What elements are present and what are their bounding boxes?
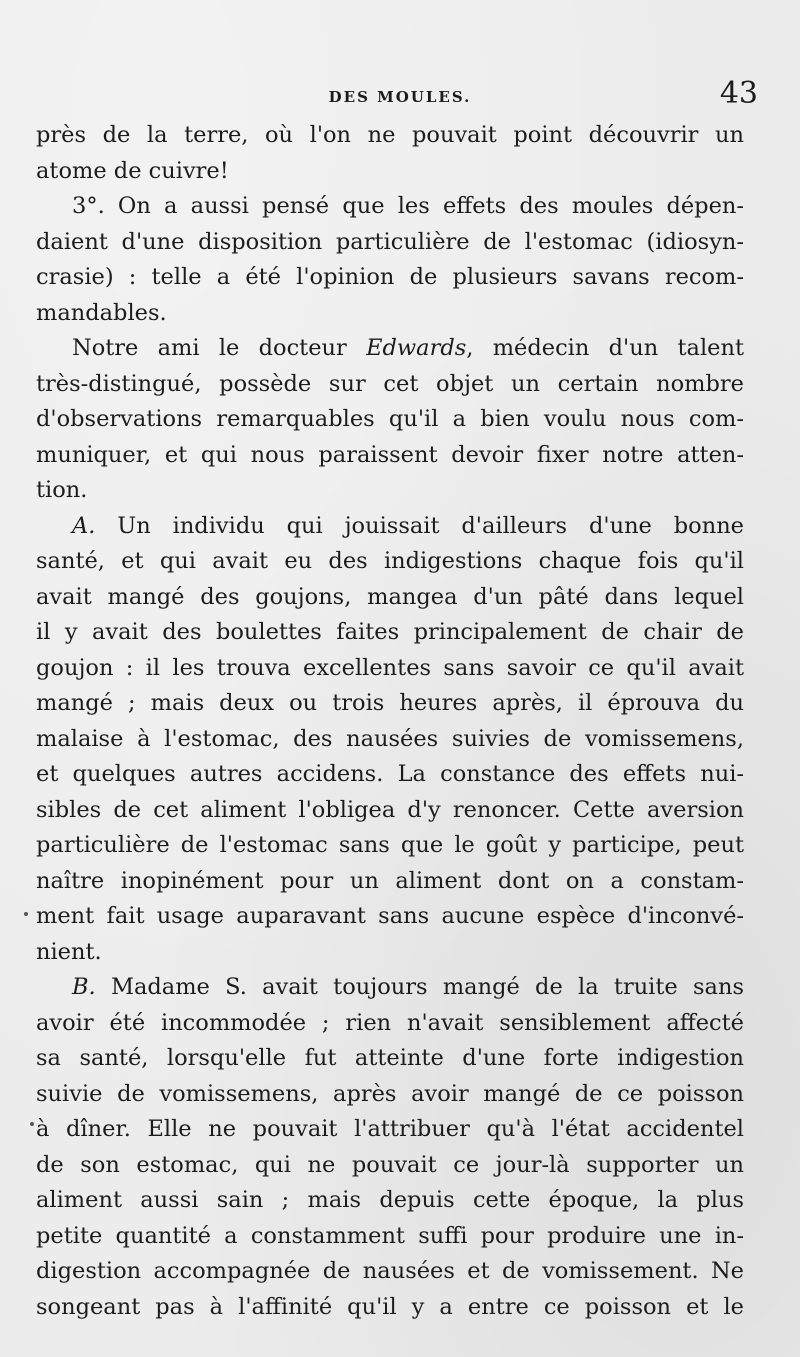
- text-line: avoir été incommodée ; rien n'avait sensiblement affecté: [36, 1009, 744, 1036]
- text-line: muniquer, et qui nous paraissent devoir fixer notre atten-: [36, 441, 744, 468]
- text-line: aliment aussi sain ; mais depuis cette époque, la plus: [36, 1187, 744, 1213]
- margin-speck: [30, 1122, 34, 1126]
- text-segment: Notre ami le docteur: [72, 335, 367, 361]
- text-line: de son estomac, qui ne pouvait ce jour-là supporter un: [36, 1151, 744, 1178]
- text-line: très-distingué, possède sur cet objet un certain nombre: [36, 370, 744, 397]
- text-line: daient d'une disposition particulière de l'estomac (idiosyn-: [36, 228, 744, 255]
- text-line: sibles de cet aliment l'obligea d'y renoncer. Cette aversion: [36, 796, 744, 823]
- page-header: [36, 74, 764, 114]
- text-line: mangé ; mais deux ou trois heures après, il éprouva du: [36, 690, 744, 716]
- text-line: [36, 509, 744, 545]
- text-line: et quelques autres accidens. La constance des effets nui-: [36, 761, 744, 787]
- text-line: tion.: [36, 477, 88, 503]
- italic-segment: Edwards: [366, 335, 467, 361]
- text-line: santé, et qui avait eu des indigestions chaque fois qu'il: [36, 548, 744, 574]
- running-title: DES MOULES.: [328, 88, 472, 106]
- text-segment: Madame S. avait toujours mangé de la truite sans: [95, 974, 744, 1000]
- italic-segment: B.: [72, 974, 96, 1000]
- text-line: particulière de l'estomac sans que le goût y participe, peut: [36, 832, 744, 858]
- text-line: [36, 970, 744, 1006]
- text-line: songeant pas à l'affinité qu'il y a entre ce poisson et le: [36, 1293, 744, 1320]
- page-number: 43: [719, 76, 758, 111]
- text-line: [36, 331, 744, 367]
- text-line: 3°. On a aussi pensé que les effets des moules dépen-: [72, 193, 744, 219]
- text-segment: , médecin d'un talent: [466, 335, 744, 361]
- text-line: mandables.: [36, 299, 167, 326]
- text-line: petite quantité a constamment suffi pour produire une in-: [36, 1222, 744, 1249]
- text-line: suivie de vomissemens, après avoir mangé de ce poisson: [36, 1080, 744, 1107]
- text-line: crasie) : telle a été l'opinion de plusieurs savans recom-: [36, 264, 744, 290]
- text-line: à dîner. Elle ne pouvait l'attribuer qu'à l'état accidentel: [36, 1116, 744, 1142]
- text-segment: Un individu qui jouissait d'ailleurs d'une bonne: [95, 512, 744, 539]
- text-line: digestion accompagnée de nausées et de vomissement. Ne: [36, 1258, 744, 1284]
- text-line: il y avait des boulettes faites principalement de chair de: [36, 619, 744, 645]
- text-line: naître inopinément pour un aliment dont on a constam-: [36, 867, 744, 894]
- text-line: atome de cuivre!: [36, 157, 229, 184]
- page-body-text: [36, 118, 744, 1325]
- text-line: nient.: [36, 938, 102, 965]
- text-line: d'observations remarquables qu'il a bien voulu nous com-: [36, 406, 744, 432]
- text-line: goujon : il les trouva excellentes sans savoir ce qu'il avait: [36, 654, 744, 681]
- text-line: ment fait usage auparavant sans aucune espèce d'inconvé-: [36, 903, 744, 929]
- text-line: sa santé, lorsqu'elle fut atteinte d'une forte indigestion: [36, 1045, 744, 1071]
- text-line: près de la terre, où l'on ne pouvait point découvrir un: [36, 122, 744, 148]
- text-line: malaise à l'estomac, des nausées suivies de vomissemens,: [36, 725, 744, 752]
- text-line: avait mangé des goujons, mangea d'un pâté dans lequel: [36, 583, 744, 610]
- italic-segment: A.: [72, 512, 96, 539]
- margin-speck: [24, 912, 28, 916]
